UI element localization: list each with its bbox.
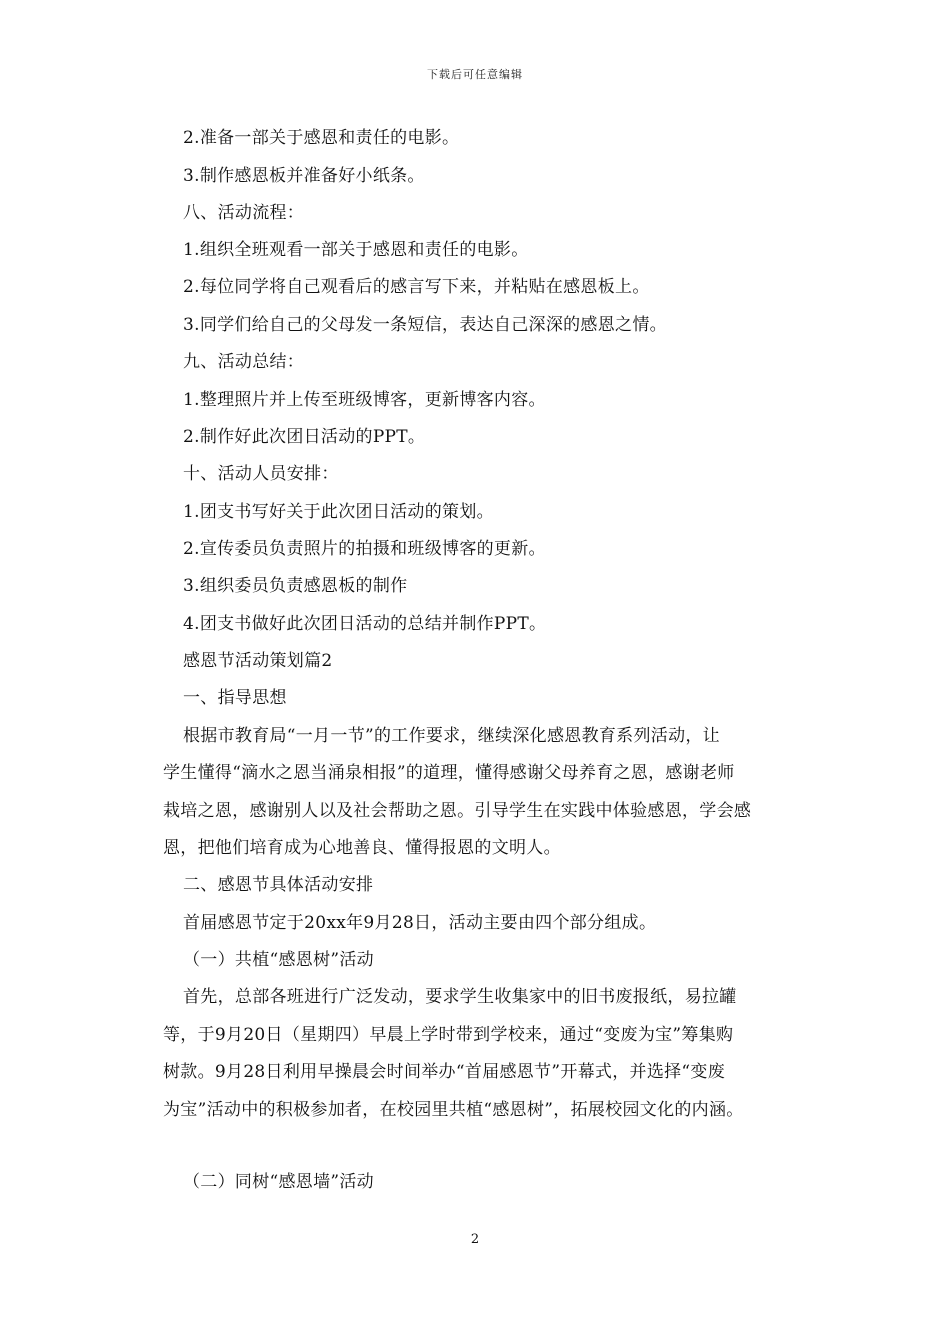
text-line: 1.团支书写好关于此次团日活动的策划。 [183,502,494,522]
text-line: 2.每位同学将自己观看后的感言写下来，并粘贴在感恩板上。 [183,277,650,297]
subsection-heading: （二）同树“感恩墙”活动 [183,1172,374,1192]
section-heading: 八、活动流程： [183,203,305,223]
header-note: 下载后可任意编辑 [427,68,523,81]
section-heading: 十、活动人员安排： [183,464,339,484]
paragraph-line: 恩，把他们培育成为心地善良、懂得报恩的文明人。 [163,838,561,858]
text-line: 3.同学们给自己的父母发一条短信，表达自己深深的感恩之情。 [183,315,667,335]
text-line: 2.准备一部关于感恩和责任的电影。 [183,128,460,148]
text-line: 3.制作感恩板并准备好小纸条。 [183,166,425,186]
text-line: 2.制作好此次团日活动的PPT。 [183,427,426,447]
text-line: 2.宣传委员负责照片的拍摄和班级博客的更新。 [183,539,546,559]
paragraph-line: 栽培之恩，感谢别人以及社会帮助之恩。引导学生在实践中体验感恩，学会感 [163,801,752,821]
text-line: 4.团支书做好此次团日活动的总结并制作PPT。 [183,614,547,634]
paragraph-line: 为宝”活动中的积极参加者，在校园里共植“感恩树”，拓展校园文化的内涵。 [163,1100,744,1120]
paragraph-line: 树款。9月28日利用早操晨会时间举办“首届感恩节”开幕式，并选择“变废 [163,1062,726,1082]
section-heading: 二、感恩节具体活动安排 [183,875,374,895]
text-line: 1.组织全班观看一部关于感恩和责任的电影。 [183,240,529,260]
page-number: 2 [470,1232,480,1247]
text-line: 3.组织委员负责感恩板的制作 [183,576,408,596]
paragraph-line: 首先，总部各班进行广泛发动，要求学生收集家中的旧书废报纸，易拉罐 [183,987,737,1007]
section-heading: 一、指导思想 [183,688,287,708]
subsection-heading: （一）共植“感恩树”活动 [183,950,374,970]
chapter-title: 感恩节活动策划篇2 [183,651,333,671]
section-heading: 九、活动总结： [183,352,305,372]
paragraph-line: 根据市教育局“一月一节”的工作要求，继续深化感恩教育系列活动，让 [183,726,720,746]
paragraph-line: 等，于9月20日（星期四）早晨上学时带到学校来，通过“变废为宝”筹集购 [163,1025,734,1045]
paragraph-line: 学生懂得“滴水之恩当涌泉相报”的道理，懂得感谢父母养育之恩，感谢老师 [163,763,735,783]
text-line: 1.整理照片并上传至班级博客，更新博客内容。 [183,390,546,410]
paragraph-line: 首届感恩节定于20xx年9月28日，活动主要由四个部分组成。 [183,913,657,933]
